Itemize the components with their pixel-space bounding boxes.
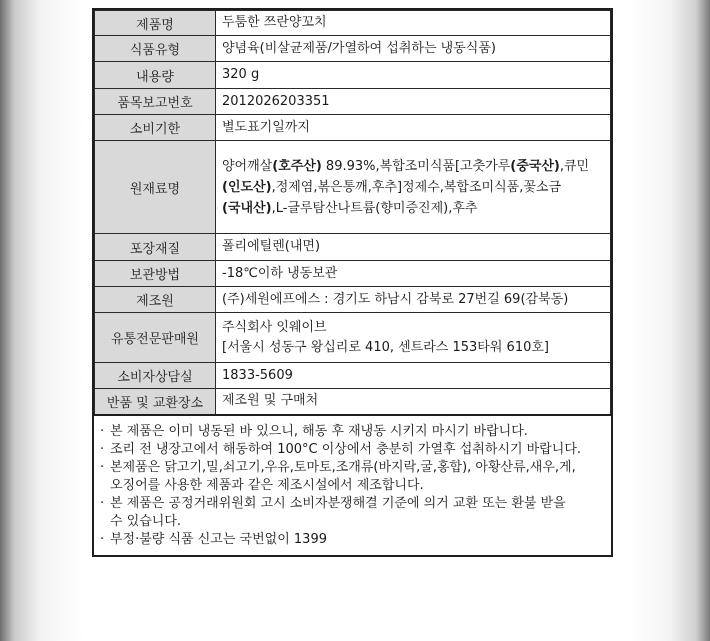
ingredients-line-2: (인도산),정제염,볶은통깨,후추]정제수,복합조미식품,꽃소금 [222,179,562,195]
notice-text: 조리 전 냉장고에서 해동하여 100°C 이상에서 충분히 가열후 섭취하시기 바랍니다. [110,441,582,457]
origin-china: (중국산) [510,158,560,174]
notice-item [100,423,605,441]
row-return-place [95,389,611,415]
notice-text: 부정·불량 식품 신고는 국번없이 1399 [110,531,327,547]
label-distributor: 유통전문판매원 [95,313,216,363]
notice-item [100,531,605,549]
notice-item [100,441,605,459]
bullet: · [100,441,105,457]
row-consumer-center [95,363,611,389]
value-consumer-center: 1833-5609 [216,363,611,389]
notice-item [100,495,605,531]
distributor-address: [서울시 성동구 왕십리로 410, 센트라스 153타워 610호] [222,339,549,355]
label-packaging: 포장재질 [95,234,216,261]
value-distributor [216,313,611,363]
notice-text: 본제품은 닭고기,밀,쇠고기,우유,토마토,조개류(바지락,굴,홍합), 아황산류,새우,게, 오징어를 사용한 제품과 같은 제조시설에서 제조합니다. [110,459,576,493]
value-manufacturer: (주)세원에프에스 : 경기도 하남시 감북로 27번길 69(감북동) [216,287,611,313]
label-food-type: 식품유형 [95,36,216,62]
label-return-place: 반품 및 교환장소 [95,389,216,415]
ingredients-line-3: (국내산),L-글루탐산나트륨(향미증진제),후추 [222,200,478,216]
origin-australia: (호주산) [272,158,322,174]
label-ingredients: 원재료명 [95,141,216,234]
row-ingredients [95,141,611,234]
value-report-number: 2012026203351 [216,89,611,115]
label-consumer-center: 소비자상담실 [95,363,216,389]
notice-text: 본 제품은 공정거래위원회 고시 소비자분쟁해결 기준에 의거 교환 또는 환불 받을 수 있습니다. [110,495,566,529]
label-net-weight: 내용량 [95,62,216,89]
row-product-name [95,11,611,36]
value-return-place: 제조원 및 구매처 [216,389,611,415]
value-storage: -18℃이하 냉동보관 [216,261,611,287]
value-expiry: 별도표기일까지 [216,115,611,141]
row-report-number [95,89,611,115]
distributor-name: 주식회사 잇웨이브 [222,319,327,335]
ingredients-line-1: 양어깨살(호주산) 89.93%,복합조미식품[고춧가루(중국산),큐민 [222,158,590,174]
left-edge-shadow [0,0,84,641]
value-product-name: 두툼한 쯔란양꼬치 [216,11,611,36]
bullet: · [100,459,105,475]
row-distributor [95,313,611,363]
label-expiry: 소비기한 [95,115,216,141]
origin-india: (인도산) [222,179,272,195]
row-storage [95,261,611,287]
label-report-number: 품목보고번호 [95,89,216,115]
product-info-table [94,10,611,416]
label-manufacturer: 제조원 [95,287,216,313]
bullet: · [100,531,105,547]
row-packaging [95,234,611,261]
value-net-weight: 320 g [216,62,611,89]
label-product-name: 제품명 [95,11,216,36]
notice-text: 본 제품은 이미 냉동된 바 있으니, 해동 후 재냉동 시키지 마시기 바랍니다. [110,423,528,439]
bullet: · [100,423,105,439]
row-expiry [95,115,611,141]
product-info-label [92,8,613,557]
notice-section [94,416,611,555]
row-net-weight [95,62,611,89]
right-edge-shadow [630,0,710,641]
bullet: · [100,495,105,511]
value-packaging: 폴리에틸렌(내면) [216,234,611,261]
value-food-type: 양념육(비살균제품/가열하여 섭취하는 냉동식품) [216,36,611,62]
value-ingredients [216,141,611,234]
label-storage: 보관방법 [95,261,216,287]
origin-korea: (국내산) [222,200,272,216]
row-manufacturer [95,287,611,313]
notice-item [100,459,605,495]
row-food-type [95,36,611,62]
